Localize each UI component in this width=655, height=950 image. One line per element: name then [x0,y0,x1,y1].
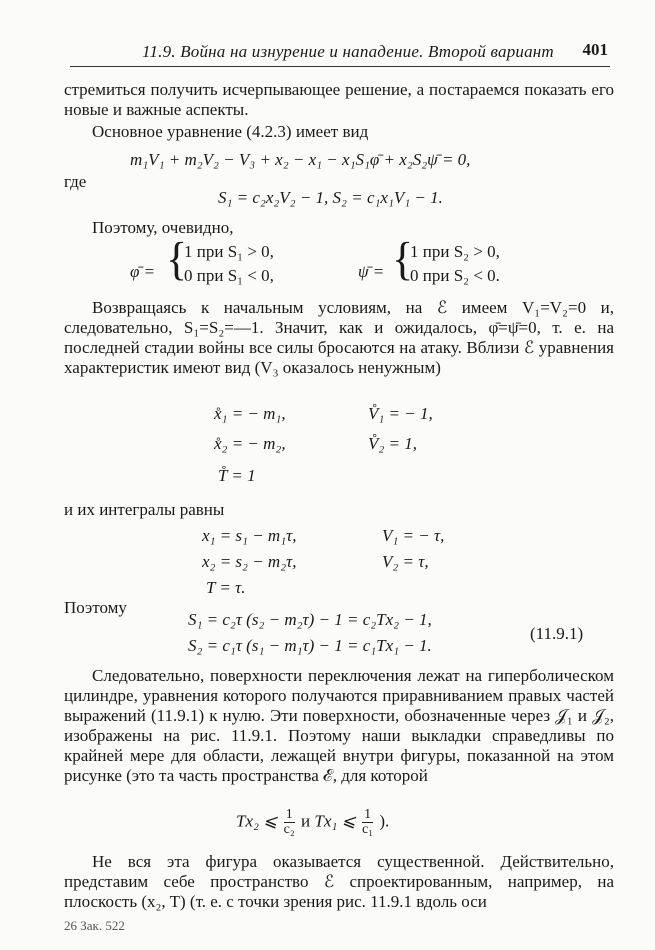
equation-s2: S₂ = c₁τ (s₁ − m₁τ) − 1 = c₁Tx₁ − 1. [188,636,432,655]
fraction-1-over-c2 [284,808,295,837]
integral-1a: x₁ = s₁ − m₁τ, [202,526,297,545]
phi-lhs: φ̄ = [130,262,156,281]
char-eq-3: T̊ = 1 [218,466,256,485]
page-header [70,36,610,67]
paragraph-therefore-2: Поэтому [64,598,127,617]
inequality-left: Tx₂ ⩽ [236,811,278,831]
paragraph-initial-conditions: Возвращаясь к начальным условиям, на ℰ имеем V₁=V₂=0 и, следовательно, S₁=S₂=—1. Значит, как и ожидалось, φ̄=ψ̄=0, т. е. на последней стадии войны все силы бросаются на атаку. Вблизи ℰ уравнения характеристик имеют вид (V₃ оказалось ненужным) [64,298,614,377]
inequality [236,808,389,837]
fraction-denominator: c₁ [362,822,374,837]
page-footer-signature: 26 Зак. 522 [64,918,125,933]
integral-3: T = τ. [206,578,246,597]
paragraph-intro: стремиться получить исчерпывающее решение, а постараемся показать его новые и важные аспекты. [64,80,614,119]
fraction-1-over-c1 [362,808,373,837]
where-label: где [64,172,87,191]
equation-s1: S₁ = c₂τ (s₂ − m₂τ) − 1 = c₂Tx₂ − 1, [188,610,432,629]
paragraph-switching-surfaces: Следовательно, поверхности переключения лежат на гиперболическом цилиндре, уравнения которого получаются приравниванием правых частей выражений (11.9.1) к нулю. Эти поверхности, обозначенные через 𝒥₁ и 𝒥₂, изображены на рис. 11.9.1. Поэтому наши выкладки справедливы по крайней мере для области, лежащей внутри фигуры, показанной на этом рисунке (это та часть пространства ℰ, для которой [64,666,614,785]
integral-2b: V₂ = τ, [382,552,429,571]
char-eq-2b: V̊₂ = 1, [368,434,418,453]
char-eq-1b: V̊₁ = − 1, [368,404,433,423]
fraction-numerator: 1 [362,808,373,823]
psi-case-1: 1 при S₂ > 0, [410,242,500,261]
psi-lhs: ψ̄ = [358,262,385,281]
integral-1b: V₁ = − τ, [382,526,445,545]
equation-s-definitions: S₁ = c₂x₂V₂ − 1, S₂ = c₁x₁V₁ − 1. [218,188,443,207]
paragraph-therefore: Поэтому, очевидно, [92,218,234,237]
fraction-numerator: 1 [284,808,295,823]
inequality-end: ). [379,811,390,831]
inequality-and: и [301,811,311,831]
phi-case-1: 1 при S₁ > 0, [184,242,274,261]
fraction-denominator: c₂ [283,822,295,837]
paragraph-projection: Не вся эта фигура оказывается существенной. Действительно, представим себе пространство ℰ спроектированным, например, на плоскость (x₂, T) (т. е. с точки зрения рис. 11.9.1 вдоль оси [64,852,614,911]
paragraph-main-eq-intro: Основное уравнение (4.2.3) имеет вид [92,122,369,141]
equation-main: m₁V₁ + m₂V₂ − V₃ + x₂ − x₁ − x₁S₁φ̄ + x₂S₂ψ̄ = 0, [130,150,471,169]
inequality-right: Tx₁ ⩽ [314,811,356,831]
running-title: 11.9. Война на изнурение и нападение. Второй вариант [142,42,554,61]
paragraph-integrals: и их интегралы равны [64,500,225,519]
char-eq-2a: x̊₂ = − m₂, [214,434,286,453]
phi-brace: { [166,233,188,286]
char-eq-1a: x̊₁ = − m₁, [214,404,286,423]
psi-case-2: 0 при S₂ < 0. [410,266,500,285]
integral-2a: x₂ = s₂ − m₂τ, [202,552,297,571]
phi-case-2: 0 при S₁ < 0, [184,266,274,285]
page-number: 401 [582,40,608,59]
equation-label: (11.9.1) [530,624,584,643]
psi-brace: { [392,233,414,286]
